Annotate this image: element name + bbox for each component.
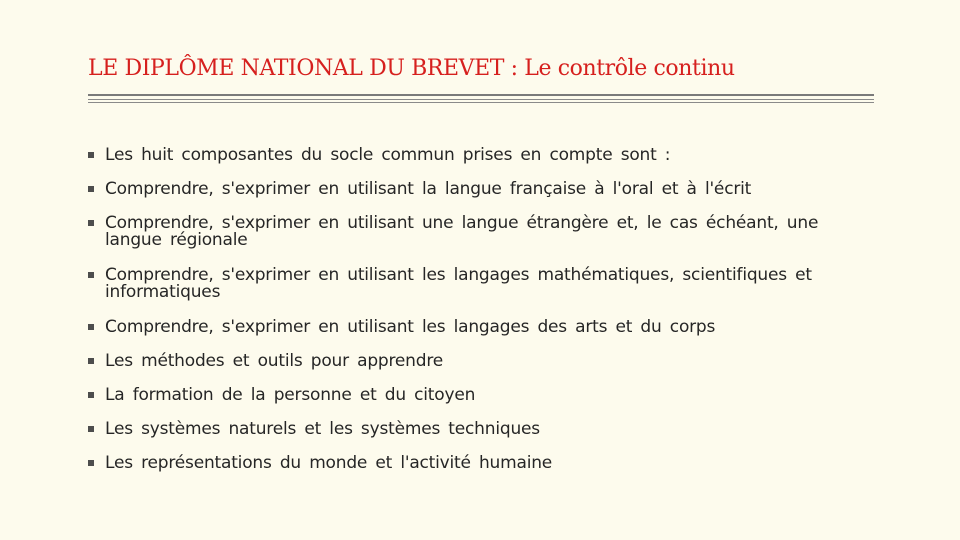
list-item-text: Les systèmes naturels et les systèmes techniques bbox=[105, 419, 540, 439]
list-item bbox=[88, 387, 858, 404]
list-item bbox=[88, 215, 858, 249]
square-bullet-icon bbox=[88, 152, 94, 158]
square-bullet-icon bbox=[88, 272, 94, 278]
list-item-text: Les méthodes et outils pour apprendre bbox=[105, 351, 444, 371]
list-item bbox=[88, 353, 858, 370]
list-item bbox=[88, 267, 858, 301]
list-item-text: Les huit composantes du socle commun prises en compte sont : bbox=[105, 145, 671, 165]
square-bullet-icon bbox=[88, 186, 94, 192]
list-item bbox=[88, 319, 858, 336]
list-item bbox=[88, 421, 858, 438]
square-bullet-icon bbox=[88, 460, 94, 466]
square-bullet-icon bbox=[88, 220, 94, 226]
list-item-text: Comprendre, s'exprimer en utilisant les langages mathématiques, scientifiques et informatiques bbox=[105, 265, 812, 302]
square-bullet-icon bbox=[88, 426, 94, 432]
list-item-text: Comprendre, s'exprimer en utilisant la langue française à l'oral et à l'écrit bbox=[105, 179, 752, 199]
square-bullet-icon bbox=[88, 358, 94, 364]
square-bullet-icon bbox=[88, 392, 94, 398]
title-underline-thick bbox=[88, 94, 874, 96]
list-item-text: Les représentations du monde et l'activité humaine bbox=[105, 453, 553, 473]
bullet-list bbox=[88, 147, 858, 489]
title-underline-thin-2 bbox=[88, 102, 874, 103]
list-item bbox=[88, 147, 858, 164]
slide-title: LE DIPLÔME NATIONAL DU BREVET : Le contrôle continu bbox=[88, 56, 735, 81]
list-item-text: Comprendre, s'exprimer en utilisant une langue étrangère et, le cas échéant, une langue régionale bbox=[105, 213, 819, 250]
list-item bbox=[88, 181, 858, 198]
list-item bbox=[88, 455, 858, 472]
list-item-text: Comprendre, s'exprimer en utilisant les langages des arts et du corps bbox=[105, 317, 716, 337]
list-item-text: La formation de la personne et du citoyen bbox=[105, 385, 476, 405]
square-bullet-icon bbox=[88, 324, 94, 330]
title-underline-thin-1 bbox=[88, 99, 874, 100]
